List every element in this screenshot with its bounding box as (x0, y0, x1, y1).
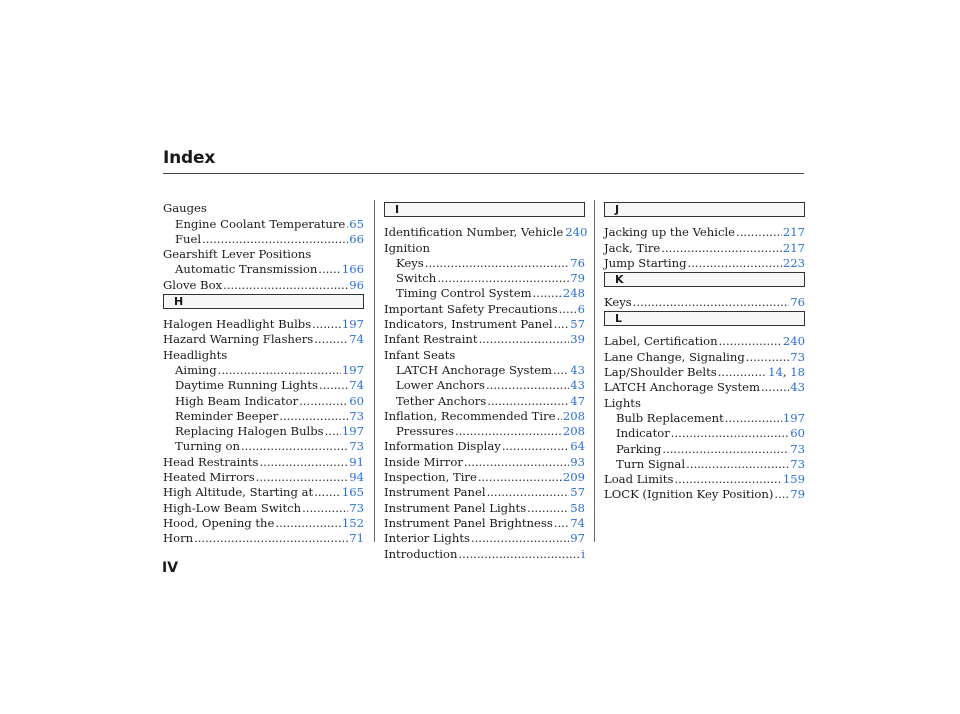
page-link[interactable]: 166 (341, 262, 364, 277)
page-reference-group (578, 303, 585, 316)
page-link[interactable]: 39 (570, 332, 585, 347)
page-link[interactable]: i (581, 546, 585, 561)
index-entry-label: Infant Seats (384, 347, 456, 362)
index-entry-label: Instrument Panel (384, 485, 486, 500)
index-entry-label: LATCH Anchorage System (396, 362, 552, 377)
page-reference-group (783, 473, 805, 486)
page-link[interactable]: 18 (790, 365, 805, 380)
index-entry (384, 484, 585, 499)
index-entry-label: Identification Number, Vehicle (384, 225, 564, 240)
index-entry (384, 438, 585, 453)
page-reference-group (563, 410, 585, 423)
page-link[interactable]: 73 (790, 441, 805, 456)
index-entry-label: Keys (396, 255, 424, 270)
column-divider (594, 200, 595, 542)
index-entry (163, 423, 364, 438)
page-link[interactable]: 197 (341, 362, 364, 377)
page-reference-group (349, 333, 364, 346)
page-reference-group (570, 364, 585, 377)
page-link[interactable]: 65 (349, 216, 364, 231)
page-reference-group (563, 287, 585, 300)
page-link[interactable]: 240 (782, 334, 805, 349)
index-entry (163, 484, 364, 499)
title-rule (163, 173, 804, 174)
dot-leader (425, 257, 570, 270)
dot-leader (554, 318, 570, 331)
index-entry (384, 515, 585, 530)
dot-leader (437, 272, 569, 285)
dot-leader (688, 257, 782, 270)
page-link[interactable]: 79 (570, 271, 585, 286)
page-link[interactable]: 60 (349, 393, 364, 408)
page-reference-group (570, 532, 585, 545)
page-reference-group (565, 226, 587, 239)
index-group-heading (604, 394, 805, 409)
page-reference-group (570, 257, 585, 270)
page-reference-group (342, 425, 364, 438)
page-reference-group (570, 379, 585, 392)
index-entry (163, 362, 364, 377)
index-entry-label: Instrument Panel Brightness (384, 515, 553, 530)
page-reference-group (581, 548, 585, 561)
page-link[interactable]: 74 (570, 515, 585, 530)
page-reference-group (570, 272, 585, 285)
index-entry (163, 377, 364, 392)
index-entry-label: Inside Mirror (384, 454, 463, 469)
index-entry-label: Jacking up the Vehicle (604, 225, 736, 240)
dot-leader (633, 296, 790, 309)
index-entry-label: LATCH Anchorage System (604, 380, 760, 395)
index-entry-label: Gearshift Lever Positions (163, 247, 312, 262)
dot-leader (458, 548, 580, 561)
index-entry (604, 456, 805, 471)
page-link[interactable]: 93 (570, 454, 585, 469)
index-entry (604, 379, 805, 394)
page-link[interactable]: 6 (577, 301, 585, 316)
index-column-3 (604, 200, 805, 501)
dot-leader (218, 364, 341, 377)
dot-leader (259, 456, 348, 469)
letter-section-header: J (604, 202, 805, 217)
page-reference-group (349, 379, 364, 392)
index-entry (163, 453, 364, 468)
index-entry (604, 364, 805, 379)
index-entry-label: High-Low Beam Switch (163, 500, 302, 515)
page-link[interactable]: 43 (570, 362, 585, 377)
page-reference-group (570, 440, 585, 453)
dot-leader (202, 233, 348, 246)
dot-leader (719, 335, 782, 348)
page-link[interactable]: 74 (349, 378, 364, 393)
index-entry-label: Lower Anchors (396, 378, 485, 393)
page-link[interactable]: 74 (349, 332, 364, 347)
index-group-heading (384, 239, 585, 254)
page-reference-group (349, 440, 364, 453)
index-entry (384, 377, 585, 392)
page-reference-group (570, 456, 585, 469)
dot-leader (554, 517, 569, 530)
index-entry (384, 469, 585, 484)
index-group-heading (163, 200, 364, 215)
index-entry (163, 499, 364, 514)
letter-section-header: H (163, 294, 364, 309)
page-reference-group (790, 351, 805, 364)
index-entry-label: Lap/Shoulder Belts (604, 365, 717, 380)
letter-section-header: L (604, 311, 805, 326)
dot-leader (718, 366, 767, 379)
index-group-heading (163, 346, 364, 361)
dot-leader (464, 456, 569, 469)
index-entry (384, 224, 588, 240)
index-entry-label: Tether Anchors (396, 393, 487, 408)
index-entry (384, 408, 585, 423)
page-link[interactable]: 76 (570, 255, 585, 270)
dot-leader (553, 364, 569, 377)
index-entry (384, 530, 585, 545)
page-reference-group (349, 471, 364, 484)
page-reference-group (349, 456, 364, 469)
page-link[interactable]: 60 (790, 426, 805, 441)
page-link[interactable]: 66 (349, 231, 364, 246)
page-link[interactable]: 71 (349, 531, 364, 546)
index-entry-label: Introduction (384, 546, 458, 561)
index-entry (163, 231, 364, 246)
page-link[interactable]: 73 (790, 349, 805, 364)
index-entry (604, 410, 805, 425)
page-reference-group (570, 486, 585, 499)
index-entry (604, 224, 805, 239)
page-reference-group (570, 333, 585, 346)
index-entry (384, 285, 585, 300)
page-reference-group (349, 395, 364, 408)
index-entry-label: High Beam Indicator (175, 393, 299, 408)
index-entry (604, 425, 805, 440)
dot-leader (314, 486, 341, 499)
dot-leader (774, 488, 789, 501)
page-link[interactable]: 43 (790, 380, 805, 395)
dot-leader (557, 410, 562, 423)
index-entry-label: Jump Starting (604, 255, 687, 270)
dot-leader (487, 395, 569, 408)
dot-leader (487, 486, 570, 499)
index-entry-label: Glove Box (163, 277, 223, 292)
index-entry (163, 530, 364, 545)
index-entry-label: Engine Coolant Temperature (175, 216, 346, 231)
dot-leader (533, 287, 562, 300)
dot-leader (319, 379, 348, 392)
page-reference-group (349, 279, 364, 292)
index-entry (163, 261, 364, 276)
index-entry (604, 294, 805, 309)
index-entry-label: High Altitude, Starting at (163, 485, 314, 500)
page-reference-group (570, 517, 585, 530)
index-entry-label: Ignition (384, 240, 430, 255)
dot-leader (746, 351, 789, 364)
page-link[interactable]: 64 (570, 439, 585, 454)
dot-leader (256, 471, 349, 484)
index-entry (604, 486, 805, 501)
dot-leader (478, 471, 562, 484)
page-reference-group (790, 381, 805, 394)
index-entry-label: LOCK (Ignition Key Position) (604, 487, 774, 502)
dot-leader (486, 379, 569, 392)
index-entry-label: Lights (604, 395, 641, 410)
page-reference-group (570, 395, 585, 408)
dot-leader (299, 395, 348, 408)
page-link[interactable]: 73 (349, 500, 364, 515)
index-entry-label: Horn (163, 531, 194, 546)
index-entry-label: Pressures (396, 424, 454, 439)
index-entry (384, 300, 585, 315)
page-link[interactable]: 165 (341, 485, 364, 500)
dot-leader (661, 242, 782, 255)
index-entry (163, 215, 364, 230)
page-link[interactable]: 159 (782, 472, 805, 487)
page-reference-group (349, 233, 364, 246)
index-entry (163, 515, 364, 530)
index-entry-label: Headlights (163, 347, 228, 362)
page-link[interactable]: 240 (565, 225, 588, 240)
index-entry-label: Head Restraints (163, 454, 259, 469)
index-entry-label: Information Display (384, 439, 501, 454)
dot-leader (761, 381, 789, 394)
index-entry (163, 438, 364, 453)
index-entry-label: Turning on (175, 439, 240, 454)
page-link[interactable]: 57 (570, 317, 585, 332)
page-link[interactable]: 73 (349, 408, 364, 423)
page-reference-group (349, 502, 364, 515)
index-entry (163, 392, 364, 407)
page-link[interactable]: 76 (790, 295, 805, 310)
dot-leader (279, 410, 348, 423)
page-reference-group (349, 218, 364, 231)
page-reference-group (570, 502, 585, 515)
index-entry (604, 255, 805, 270)
page-reference-group (342, 486, 364, 499)
dot-leader (455, 425, 562, 438)
page-link[interactable]: 47 (570, 393, 585, 408)
dot-leader (223, 279, 348, 292)
index-entry (604, 471, 805, 486)
page-separator: , (782, 365, 791, 380)
index-entry-label: Label, Certification (604, 334, 718, 349)
index-entry-label: Automatic Transmission (175, 262, 318, 277)
page-link[interactable]: 91 (349, 454, 364, 469)
dot-leader (346, 218, 348, 231)
page-reference-group (783, 412, 805, 425)
index-entry-label: Lane Change, Signaling (604, 349, 745, 364)
page-link[interactable]: 197 (341, 317, 364, 332)
index-entry (604, 239, 805, 254)
page-link[interactable]: 197 (782, 410, 805, 425)
page-link[interactable]: 58 (570, 500, 585, 515)
page-reference-group (570, 318, 585, 331)
index-entry-label: Interior Lights (384, 531, 470, 546)
page-link[interactable]: 14 (768, 365, 783, 380)
dot-leader (275, 517, 340, 530)
page-number: IV (162, 560, 179, 576)
page-link[interactable]: 208 (562, 408, 585, 423)
index-entry-label: Inspection, Tire (384, 470, 477, 485)
index-entry-label: Hood, Opening the (163, 515, 275, 530)
page-link[interactable]: 208 (562, 424, 585, 439)
page-link[interactable]: 197 (341, 424, 364, 439)
page-reference-group (563, 471, 585, 484)
index-entry-label: Parking (616, 441, 662, 456)
page-reference-group (768, 366, 805, 379)
page-reference-group (790, 488, 805, 501)
index-entry-label: Replacing Halogen Bulbs (175, 424, 324, 439)
page-link[interactable]: 217 (782, 225, 805, 240)
dot-leader (312, 318, 341, 331)
page-reference-group (349, 410, 364, 423)
index-group-heading (384, 346, 585, 361)
index-entry-label: Load Limits (604, 472, 674, 487)
index-entry (384, 392, 585, 407)
page-link[interactable]: 97 (570, 531, 585, 546)
dot-leader (302, 502, 348, 515)
index-entry-label: Instrument Panel Lights (384, 500, 527, 515)
index-entry-label: Gauges (163, 201, 207, 216)
index-column-2 (384, 200, 588, 561)
index-group-heading (163, 246, 364, 261)
index-entry-label: Keys (604, 295, 632, 310)
index-entry-label: Heated Mirrors (163, 470, 255, 485)
page-reference-group (342, 364, 364, 377)
dot-leader (736, 226, 782, 239)
page-reference-group (342, 517, 364, 530)
index-entry-label: Reminder Beeper (175, 408, 279, 423)
page-link[interactable]: 152 (341, 515, 364, 530)
page-reference-group (563, 425, 585, 438)
page-link[interactable]: 96 (349, 277, 364, 292)
dot-leader (314, 333, 348, 346)
index-entry-label: Daytime Running Lights (175, 378, 318, 393)
dot-leader (662, 443, 789, 456)
index-entry-label: Hazard Warning Flashers (163, 332, 314, 347)
page-reference-group (783, 226, 805, 239)
dot-leader (725, 412, 782, 425)
page-title: Index (163, 148, 216, 168)
dot-leader (325, 425, 341, 438)
page-link[interactable]: 223 (782, 255, 805, 270)
column-divider (374, 200, 375, 542)
page-reference-group (790, 458, 805, 471)
page-reference-group (342, 263, 364, 276)
dot-leader (241, 440, 348, 453)
index-entry-label: Bulb Replacement (616, 410, 724, 425)
page-reference-group (783, 335, 805, 348)
index-entry-label: Indicator (616, 426, 670, 441)
index-entry (384, 453, 585, 468)
dot-leader (502, 440, 569, 453)
index-column-1 (163, 200, 364, 545)
dot-leader (194, 532, 348, 545)
page-reference-group (349, 532, 364, 545)
page-link[interactable]: 94 (349, 470, 364, 485)
dot-leader (527, 502, 569, 515)
page-link[interactable]: 217 (782, 240, 805, 255)
index-entry (384, 255, 585, 270)
index-entry-label: Aiming (175, 362, 217, 377)
dot-leader (479, 333, 570, 346)
dot-leader (318, 263, 341, 276)
index-entry (604, 440, 805, 455)
page-link[interactable]: 209 (562, 470, 585, 485)
index-entry (163, 331, 364, 346)
page-link[interactable]: 248 (562, 286, 585, 301)
index-entry (384, 316, 585, 331)
index-entry-label: Indicators, Instrument Panel (384, 317, 553, 332)
index-entry (384, 362, 585, 377)
index-entry-label: Jack, Tire (604, 240, 661, 255)
dot-leader (686, 458, 789, 471)
index-entry-label: Inflation, Recommended Tire (384, 408, 556, 423)
dot-leader (674, 473, 781, 486)
index-entry (384, 499, 585, 514)
index-entry (163, 276, 364, 291)
index-entry-label: Halogen Headlight Bulbs (163, 317, 312, 332)
letter-section-header: I (384, 202, 585, 217)
index-entry-label: Turn Signal (616, 456, 686, 471)
page-link[interactable]: 43 (570, 378, 585, 393)
index-entry (384, 331, 585, 346)
index-entry-label: Infant Restraint (384, 332, 478, 347)
index-entry (604, 333, 805, 348)
page-reference-group (790, 443, 805, 456)
page-reference-group (790, 296, 805, 309)
page-link[interactable]: 73 (349, 439, 364, 454)
index-entry-label: Switch (396, 271, 437, 286)
page-reference-group (783, 242, 805, 255)
page-link[interactable]: 73 (790, 456, 805, 471)
letter-section-header: K (604, 272, 805, 287)
dot-leader (671, 427, 789, 440)
index-entry (163, 469, 364, 484)
page-link[interactable]: 57 (570, 485, 585, 500)
page-reference-group (342, 318, 364, 331)
index-entry-label: Important Safety Precautions (384, 301, 558, 316)
dot-leader (471, 532, 569, 545)
index-entry-label: Fuel (175, 231, 202, 246)
page-link[interactable]: 79 (790, 487, 805, 502)
page-reference-group (790, 427, 805, 440)
index-entry (163, 408, 364, 423)
index-entry (384, 270, 585, 285)
index-entry (384, 423, 585, 438)
index-entry (604, 348, 805, 363)
index-entry (384, 545, 585, 560)
index-entry (163, 316, 364, 331)
index-entry-label: Timing Control System (396, 286, 532, 301)
page-reference-group (783, 257, 805, 270)
dot-leader (559, 303, 577, 316)
